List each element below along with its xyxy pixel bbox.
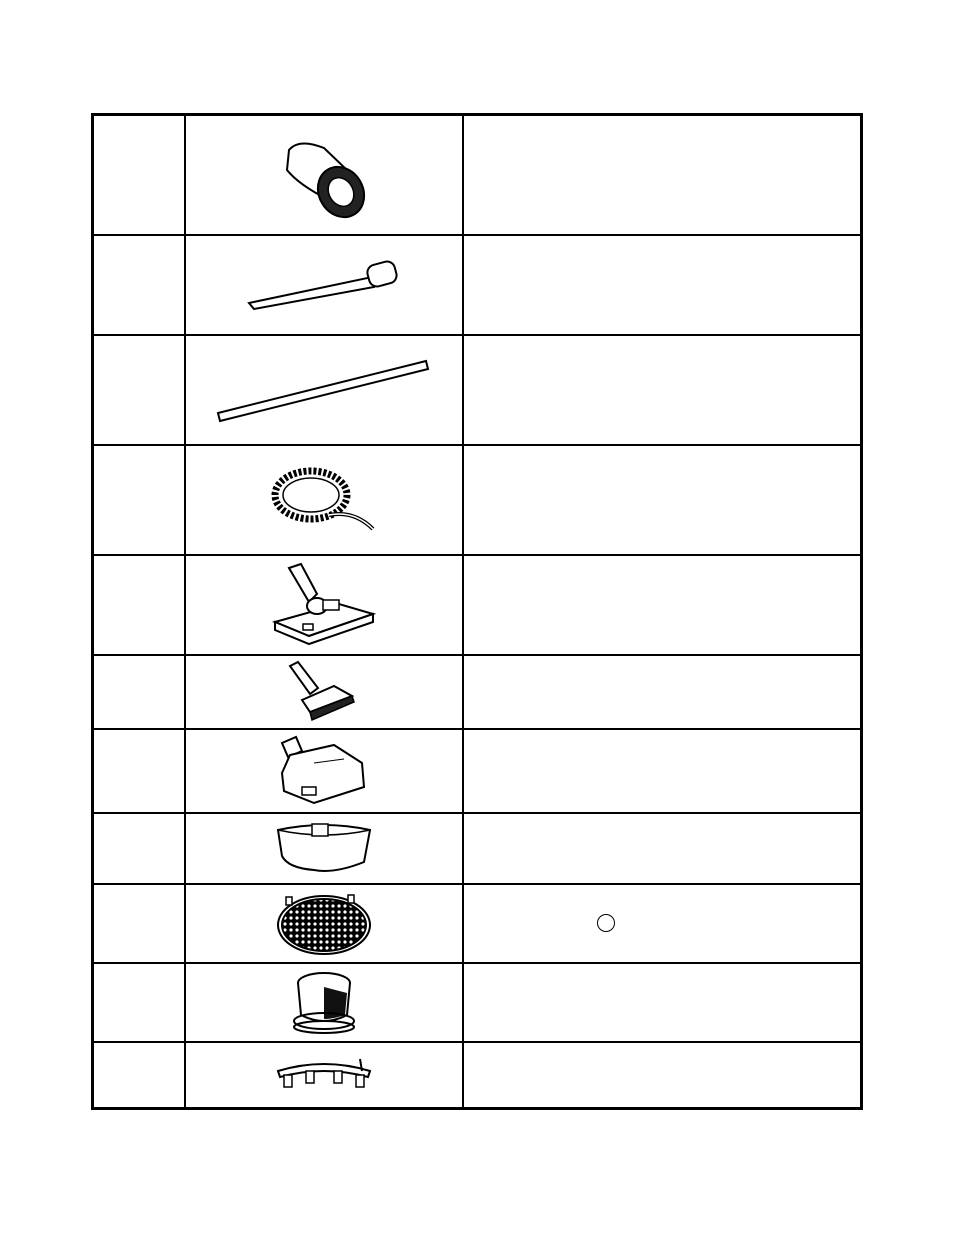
- table-row: [93, 1042, 862, 1109]
- part-image-cell: [185, 729, 463, 813]
- part-number-cell: [93, 115, 185, 235]
- part-description-cell: [463, 445, 862, 555]
- table-row: [93, 115, 862, 235]
- part-number-cell: [93, 445, 185, 555]
- part-description-cell: [463, 235, 862, 335]
- table-row: [93, 555, 862, 655]
- part-image-cell: [185, 1042, 463, 1109]
- part-image-cell: [185, 335, 463, 445]
- table-row: [93, 335, 862, 445]
- part-image-cell: [185, 115, 463, 235]
- upholstery-brush-icon: [284, 660, 364, 724]
- part-image-cell: [185, 963, 463, 1042]
- part-number-cell: [93, 555, 185, 655]
- parts-table: [91, 113, 863, 1110]
- grille-filter-icon: [276, 891, 372, 955]
- part-number-cell: [93, 963, 185, 1042]
- part-number-cell: [93, 813, 185, 884]
- part-image-cell: [185, 813, 463, 884]
- table-row: [93, 235, 862, 335]
- part-image-cell: [185, 655, 463, 729]
- floor-nozzle-icon: [269, 562, 379, 647]
- part-image-cell: [185, 445, 463, 555]
- coiled-hose-icon: [269, 465, 379, 535]
- crevice-tool-icon: [244, 255, 404, 315]
- table-row: [93, 963, 862, 1042]
- part-description-cell: [463, 884, 862, 963]
- part-image-cell: [185, 884, 463, 963]
- part-number-cell: [93, 729, 185, 813]
- part-description-cell: [463, 963, 862, 1042]
- dust-bag-icon: [274, 818, 374, 878]
- part-number-cell: [93, 884, 185, 963]
- part-description-cell: [463, 555, 862, 655]
- part-number-cell: [93, 655, 185, 729]
- part-description-cell: [463, 335, 862, 445]
- table-row: [93, 445, 862, 555]
- part-image-cell: [185, 235, 463, 335]
- part-description-cell: [463, 1042, 862, 1109]
- filter-retainer-icon: [274, 1055, 374, 1095]
- part-description-cell: [463, 115, 862, 235]
- part-number-cell: [93, 335, 185, 445]
- power-nozzle-icon: [274, 733, 374, 809]
- part-description-cell: [463, 655, 862, 729]
- extension-wand-icon: [214, 355, 434, 425]
- round-brush-nozzle-icon: [269, 130, 379, 220]
- table-row: [93, 729, 862, 813]
- cartridge-filter-icon: [289, 969, 359, 1035]
- table-row: [93, 884, 862, 963]
- part-number-cell: [93, 1042, 185, 1109]
- part-description-cell: [463, 729, 862, 813]
- part-description-cell: [463, 813, 862, 884]
- part-number-cell: [93, 235, 185, 335]
- table-row: [93, 813, 862, 884]
- circle-symbol-icon: [597, 914, 615, 932]
- table-row: [93, 655, 862, 729]
- part-image-cell: [185, 555, 463, 655]
